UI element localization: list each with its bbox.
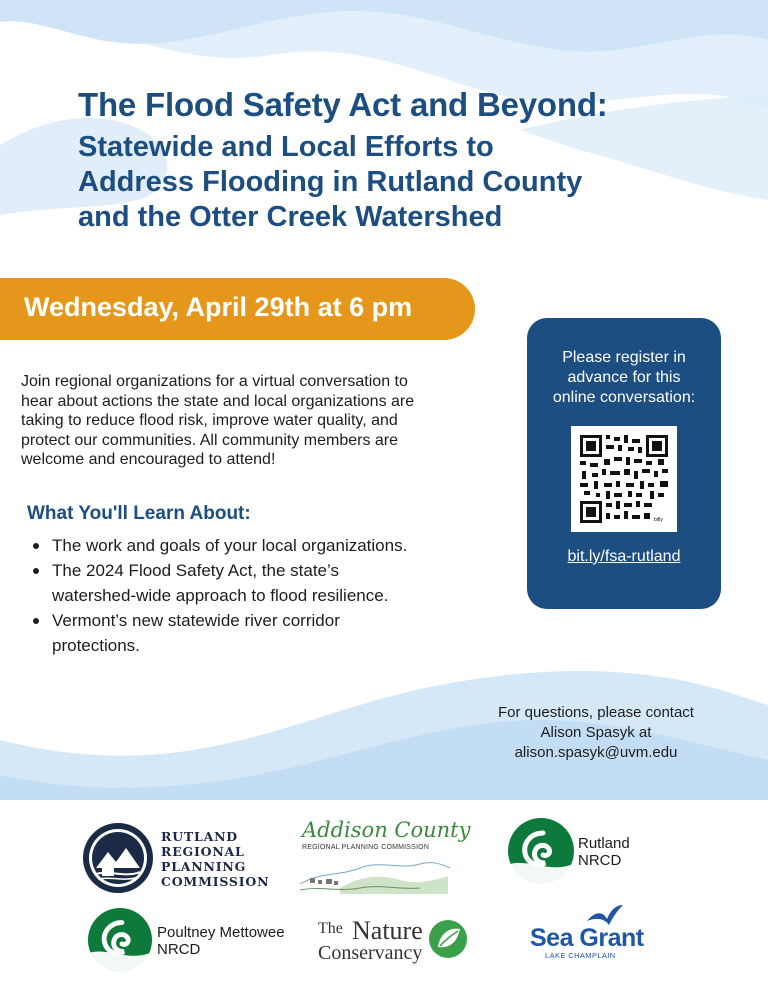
- page-title: The Flood Safety Act and Beyond:: [78, 86, 608, 123]
- intro-line: hear about actions the state and local organizations are: [21, 392, 415, 410]
- learn-heading: What You'll Learn About:: [27, 503, 251, 524]
- poultney-nrcd-icon: [87, 907, 153, 973]
- sponsor-logos: [0, 800, 768, 994]
- rutland-nrcd-line: NRCD: [578, 852, 622, 869]
- intro-line: Join regional organizations for a virtual conversation to: [21, 373, 408, 390]
- list-item: [30, 608, 490, 658]
- rrpc-name: [161, 829, 269, 889]
- subtitle-line: Statewide and Local Efforts to: [78, 131, 494, 163]
- qr-caption: bitly: [654, 517, 663, 523]
- register-link[interactable]: bit.ly/fsa-rutland: [567, 548, 681, 565]
- tnc-conservancy: Conservancy: [318, 942, 423, 964]
- subtitle-line: and the Otter Creek Watershed: [78, 201, 503, 233]
- intro-line: taking to reduce flood risk, improve water quality, and: [21, 412, 398, 429]
- rrpc-seal-icon: [82, 822, 154, 894]
- contact-email[interactable]: alison.spasyk@uvm.edu: [514, 744, 678, 761]
- register-line: online conversation:: [552, 389, 696, 406]
- list-item: [30, 558, 490, 608]
- bullet-icon: [33, 568, 39, 574]
- tnc-nature: Nature: [352, 916, 423, 945]
- rrpc-line: REGIONAL: [161, 844, 245, 859]
- register-card: [527, 318, 721, 609]
- rrpc-line: COMMISSION: [161, 874, 270, 889]
- list-item-line: watershed-wide approach to flood resilience.: [52, 586, 389, 605]
- addison-landscape-icon: [300, 854, 450, 900]
- seagrant-sub: LAKE CHAMPLAIN: [545, 951, 616, 960]
- rutland-nrcd-name: [578, 835, 630, 869]
- learn-list: [30, 533, 490, 658]
- qr-code[interactable]: [571, 426, 677, 532]
- intro-paragraph: [21, 372, 491, 470]
- list-item: [30, 533, 490, 558]
- contact-line: For questions, please contact: [498, 704, 694, 721]
- list-item-line: The 2024 Flood Safety Act, the state’s: [52, 561, 339, 580]
- rrpc-line: PLANNING: [161, 859, 247, 874]
- bullet-icon: [33, 543, 39, 549]
- register-text: [535, 348, 713, 408]
- event-date-time: Wednesday, April 29th at 6 pm: [24, 292, 413, 322]
- addison-name: Addison County: [302, 818, 471, 842]
- seagrant-name: Sea Grant: [530, 924, 644, 952]
- contact-info: [470, 703, 722, 763]
- register-line: Please register in: [562, 349, 686, 366]
- rutland-nrcd-line: Rutland: [578, 835, 630, 852]
- register-line: advance for this: [567, 369, 681, 386]
- addison-sub: REGIONAL PLANNING COMMISSION: [302, 844, 430, 851]
- list-item-line: The work and goals of your local organizations.: [52, 536, 408, 555]
- page-subtitle: [78, 130, 718, 235]
- qr-code-icon: [580, 435, 668, 523]
- contact-line: Alison Spasyk at: [540, 724, 652, 741]
- poultney-line: Poultney Mettowee: [157, 924, 285, 941]
- intro-line: protect our communities. All community members are: [21, 431, 399, 449]
- poultney-line: NRCD: [157, 941, 201, 958]
- rutland-nrcd-icon: [507, 817, 575, 885]
- list-item-line: protections.: [52, 636, 140, 655]
- tnc-the: The: [318, 920, 343, 937]
- subtitle-line: Address Flooding in Rutland County: [78, 166, 583, 198]
- tnc-leaf-icon: [428, 919, 468, 959]
- poultney-nrcd-name: [157, 924, 285, 958]
- date-banner: [0, 278, 475, 340]
- title-block: [78, 86, 718, 235]
- rrpc-line: RUTLAND: [161, 829, 238, 844]
- bullet-icon: [33, 618, 39, 624]
- intro-line: welcome and encouraged to attend!: [21, 451, 276, 468]
- list-item-line: Vermont’s new statewide river corridor: [52, 611, 340, 630]
